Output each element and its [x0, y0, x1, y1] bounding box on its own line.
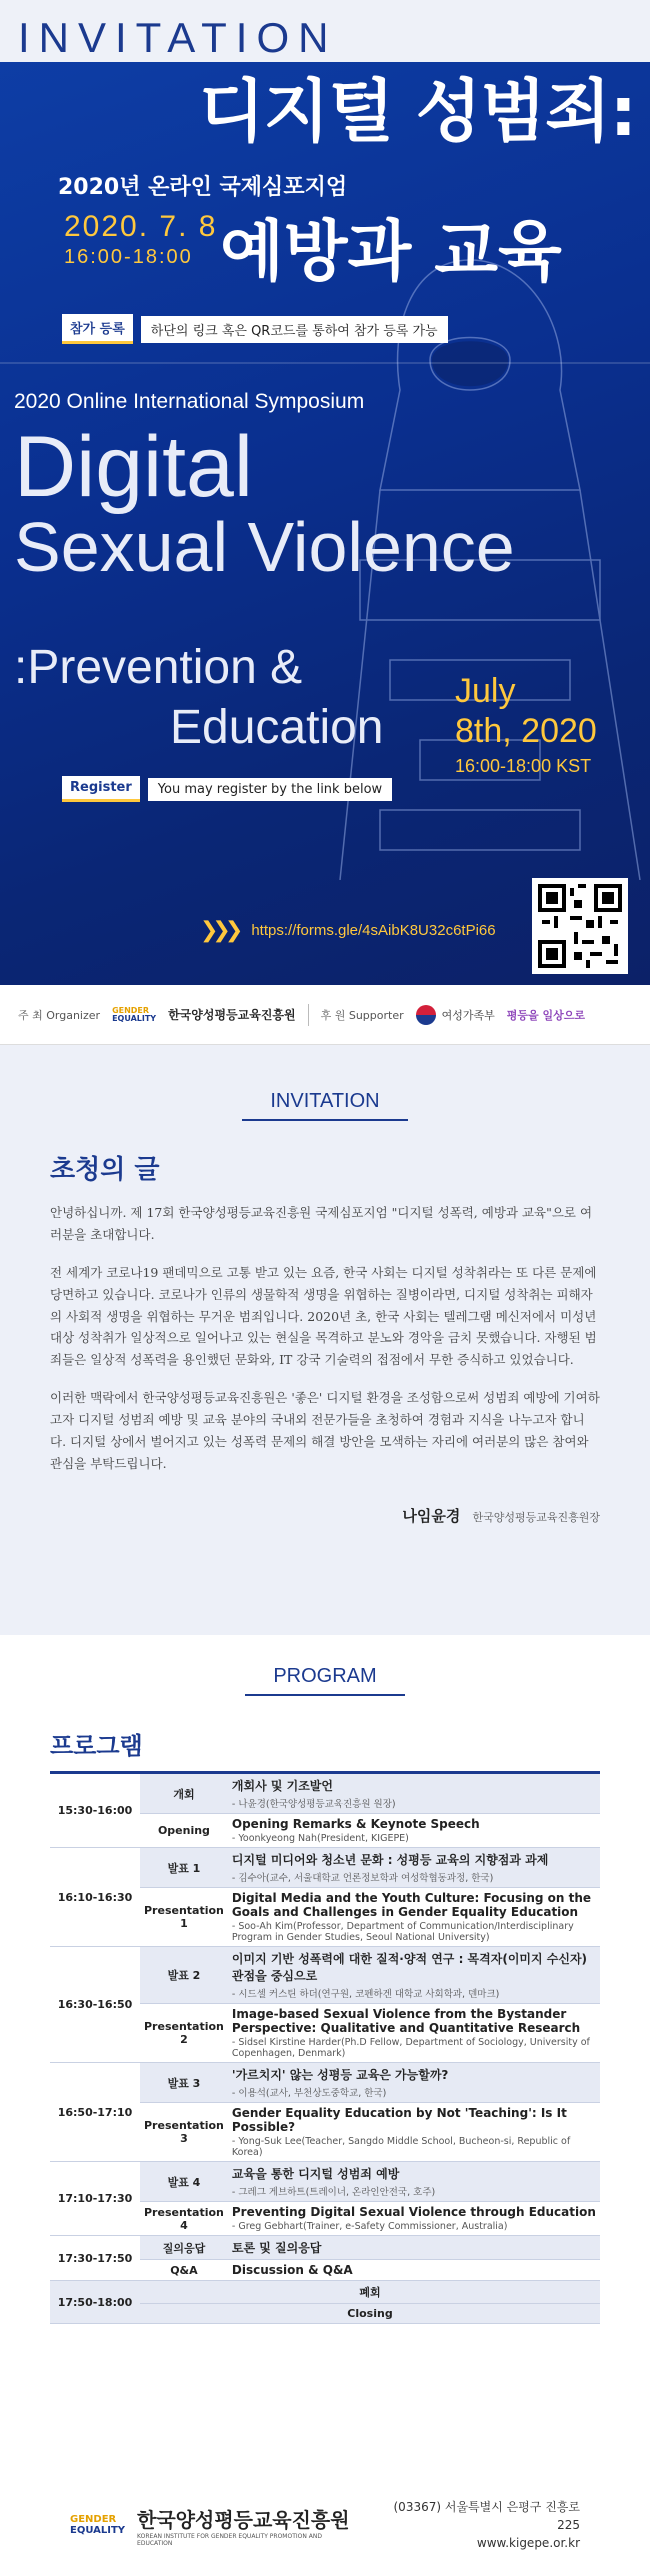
- program-session: Presentation 2: [140, 2004, 228, 2063]
- program-session: 발표 4: [140, 2162, 228, 2202]
- program-item-speaker: - 김수아(교수, 서울대학교 언론정보학과 여성학협동과정, 한국): [231, 1873, 494, 1884]
- program-session: Opening: [140, 1814, 228, 1848]
- program-item-speaker: - 시드셀 커스틴 하더(연구원, 코펜하겐 대학교 사회학과, 덴마크): [231, 1989, 500, 2000]
- footer-gender-equality-logo: GENDER EQUALITY: [70, 2514, 126, 2536]
- program-time: 17:10-17:30: [50, 2162, 140, 2236]
- program-time: 17:50-18:00: [50, 2281, 140, 2324]
- program-item-title: '가르치지' 않는 성평등 교육은 가능할까?: [231, 2068, 449, 2082]
- program-item-title: Image-based Sexual Violence from the Bystander Perspective: Qualitative and Quantitative Research: [231, 2007, 581, 2035]
- program-row: [50, 1848, 600, 1888]
- program-item-speaker: - 나윤경(한국양성평등교육진흥원 원장): [231, 1799, 396, 1810]
- program-row: [50, 2162, 600, 2202]
- program-item-speaker: - Yong-Suk Lee(Teacher, Sangdo Middle School, Bucheon-si, Republic of Korea): [231, 2136, 571, 2158]
- title-korean-line2: 예방과 교육: [220, 213, 562, 290]
- program-table: [50, 1774, 600, 2324]
- program-row: [50, 2063, 600, 2103]
- address-text: (03367) 서울특별시 은평구 진흥로 225: [393, 2500, 580, 2532]
- program-content: [228, 2202, 600, 2236]
- program-row: [50, 1947, 600, 2004]
- program-session: 개회: [140, 1774, 228, 1814]
- program-content: [228, 2260, 600, 2281]
- invitation-section: [0, 1045, 650, 1635]
- signature: [50, 1505, 600, 1526]
- program-content: [228, 2103, 600, 2162]
- signer-name: 나임윤경: [402, 1506, 461, 1525]
- program-session: 발표 3: [140, 2063, 228, 2103]
- website-link[interactable]: www.kigepe.or.kr: [476, 2536, 580, 2550]
- date-english-month: July: [455, 672, 516, 710]
- footer: [0, 2490, 650, 2560]
- program-item-title: 디지털 미디어와 청소년 문화 : 성평등 교육의 지향점과 과제: [231, 1853, 549, 1867]
- closing-english: Closing: [140, 2304, 600, 2324]
- invitation-heading: INVITATION: [50, 1090, 600, 1121]
- title-english: [14, 419, 515, 586]
- program-content: [228, 1947, 600, 2004]
- register-english-tag: Register: [62, 776, 140, 802]
- program-item-title: Digital Media and the Youth Culture: Focusing on the Goals and Challenges in Gender Equality Education: [231, 1891, 592, 1919]
- register-korean-tag: 참가 등록: [62, 314, 133, 344]
- program-item-title: Opening Remarks & Keynote Speech: [231, 1817, 480, 1831]
- date-english-day: 8th, 2020: [455, 712, 597, 750]
- program-session: 발표 1: [140, 1848, 228, 1888]
- hero-poster: [0, 0, 650, 985]
- chevron-right-icon: ❯❯❯: [200, 918, 238, 943]
- program-session: Presentation 4: [140, 2202, 228, 2236]
- program-time: 16:50-17:10: [50, 2063, 140, 2162]
- subtitle-korean: 2020년 온라인 국제심포지엄: [58, 175, 348, 200]
- program-content: [228, 1848, 600, 1888]
- taeguk-icon: [416, 1005, 436, 1025]
- program-item-title: 토론 및 질의응답: [231, 2241, 322, 2255]
- program-item-title: 개회사 및 기조발언: [231, 1779, 333, 1793]
- title-english-line4: Education: [170, 701, 384, 754]
- invitation-paragraph-1: 안녕하십니까. 제 17회 한국양성평등교육진흥원 국제심포지엄 "디지털 성폭력, 예방과 교육"으로 여러분을 초대합니다.: [50, 1205, 593, 1242]
- registration-link-row[interactable]: [200, 918, 496, 943]
- title-english-line1: Digital: [14, 419, 253, 515]
- registration-url-link[interactable]: https://forms.gle/4sAibK8U32c6tPi66: [251, 922, 496, 939]
- program-item-title: Preventing Digital Sexual Violence through Education: [231, 2205, 596, 2219]
- date-korean: 2020. 7. 8: [64, 210, 218, 243]
- program-content: [228, 1814, 600, 1848]
- invitation-paragraph-3: 이러한 맥락에서 한국양성평등교육진흥원은 '좋은' 디지털 환경을 조성함으로써 성범죄 예방에 기여하고자 디지털 성범죄 예방 및 교육 분야의 국내외 전문가들을 초청하여 경험과 지식을 나누고자 합니다. 디지털 상에서 벌어지고 있는 성폭력 문제의 해결 방안을 모색하는 자리에 여러분의 많은 참여와 관심을 부탁드립니다.: [50, 1390, 600, 1471]
- program-session: Presentation 3: [140, 2103, 228, 2162]
- register-english-text: You may register by the link below: [148, 778, 392, 801]
- program-content: [228, 2236, 600, 2260]
- program-closing-row: [50, 2281, 600, 2304]
- register-korean-text: 하단의 링크 혹은 QR코드를 통하여 참가 등록 가능: [141, 316, 448, 343]
- program-section: [0, 1635, 650, 2324]
- hosts-bar: [0, 985, 650, 1045]
- divider: [308, 1004, 309, 1026]
- register-english-row: [62, 776, 392, 802]
- invitation-paragraph-2: 전 세계가 코로나19 팬데믹으로 고통 받고 있는 요즘, 한국 사회는 디지털 성착취라는 또 다른 문제에 당면하고 있습니다. 코로나가 인류의 생물학적 생명을 위협하는 질병이라면, 디지털 성착취는 피해자의 사회적 생명을 위협하는 무거운 범죄입니다. 2020년 초, 한국 사회는 텔레그램 메신저에서 미성년 대상 성착취가 일상적으로 일어나고 있는 현실을 목격하고 분노와 경악을 금치 못했습니다. 자행된 범죄들은 일상적 성폭력을 용인했던 문화와, IT 강국 기술력의 접점에서 무한 증식하고 있었습니다.: [50, 1264, 597, 1368]
- program-item-title: Gender Equality Education by Not 'Teaching': Is It Possible?: [231, 2106, 567, 2134]
- footer-address: [369, 2498, 580, 2552]
- time-english: 16:00-18:00 KST: [455, 756, 592, 776]
- program-time: 16:30-16:50: [50, 1947, 140, 2063]
- program-item-title: 교육을 통한 디지털 성범죄 예방: [231, 2167, 400, 2181]
- invitation-title: 초청의 글: [50, 1155, 160, 1185]
- program-item-speaker: - Yoonkyeong Nah(President, KIGEPE): [231, 1833, 409, 1844]
- organizer-name: 한국양성평등교육진흥원: [168, 1008, 296, 1022]
- equality-everyday-logo: 평등을 일상으로: [506, 1008, 585, 1022]
- program-session: Presentation 1: [140, 1888, 228, 1947]
- program-content: [228, 2063, 600, 2103]
- supporter-label: 후 원 Supporter: [320, 1008, 404, 1022]
- program-item-title: 이미지 기반 성폭력에 대한 질적·양적 연구 : 목격자(이미지 수신자) 관점을 중심으로: [231, 1952, 588, 1983]
- subtitle-english: 2020 Online International Symposium: [14, 390, 365, 413]
- footer-org-name: 한국양성평등교육진흥원 KOREAN INSTITUTE FOR GENDER EQUALITY PROMOTION AND EDUCATION: [137, 2507, 350, 2547]
- title-english-line2: Sexual Violence: [14, 508, 515, 586]
- qr-code[interactable]: [532, 878, 628, 974]
- program-item-speaker: - 이용석(교사, 부천상도중학교, 한국): [231, 2088, 387, 2099]
- program-item-speaker: - Soo-Ah Kim(Professor, Department of Communication/Interdisciplinary Program in Gender Studies, Seoul National University): [231, 1921, 574, 1943]
- qr-code-icon: [538, 884, 622, 968]
- hero-divider: [0, 362, 650, 364]
- program-item-title: Discussion & Q&A: [231, 2263, 353, 2277]
- program-heading: PROGRAM: [50, 1665, 600, 1696]
- program-content: [228, 1774, 600, 1814]
- program-row: [50, 2236, 600, 2260]
- program-time: 16:10-16:30: [50, 1848, 140, 1947]
- program-item-speaker: - Sidsel Kirstine Harder(Ph.D Fellow, Department of Sociology, University of Copenhagen, Denmark): [231, 2037, 590, 2059]
- program-row: [50, 1774, 600, 1814]
- program-content: [228, 2162, 600, 2202]
- gender-equality-logo: GENDER EQUALITY: [112, 1005, 157, 1023]
- program-time: 17:30-17:50: [50, 2236, 140, 2281]
- closing-korean: 폐회: [140, 2281, 600, 2304]
- program-session: 질의응답: [140, 2236, 228, 2260]
- program-item-speaker: - Greg Gebhart(Trainer, e-Safety Commissioner, Australia): [231, 2221, 508, 2232]
- program-content: [228, 1888, 600, 1947]
- time-korean: 16:00-18:00: [64, 246, 193, 268]
- organizer-label: 주 최 Organizer: [18, 1008, 101, 1022]
- program-item-speaker: - 그레그 게브하트(트레이너, 온라인안전국, 호주): [231, 2187, 436, 2198]
- signer-title: 한국양성평등교육진흥원장: [472, 1510, 600, 1524]
- program-session: 발표 2: [140, 1947, 228, 2004]
- invitation-word: INVITATION: [18, 14, 338, 61]
- program-content: [228, 2004, 600, 2063]
- ministry-logo: 여성가족부: [416, 1005, 495, 1025]
- register-korean-row: [62, 314, 448, 344]
- title-english-line3: :Prevention &: [14, 641, 303, 694]
- program-time: 15:30-16:00: [50, 1774, 140, 1848]
- program-session: Q&A: [140, 2260, 228, 2281]
- program-title: 프로그램: [50, 1731, 143, 1760]
- title-korean-line1: 디지털 성범죄:: [199, 73, 636, 152]
